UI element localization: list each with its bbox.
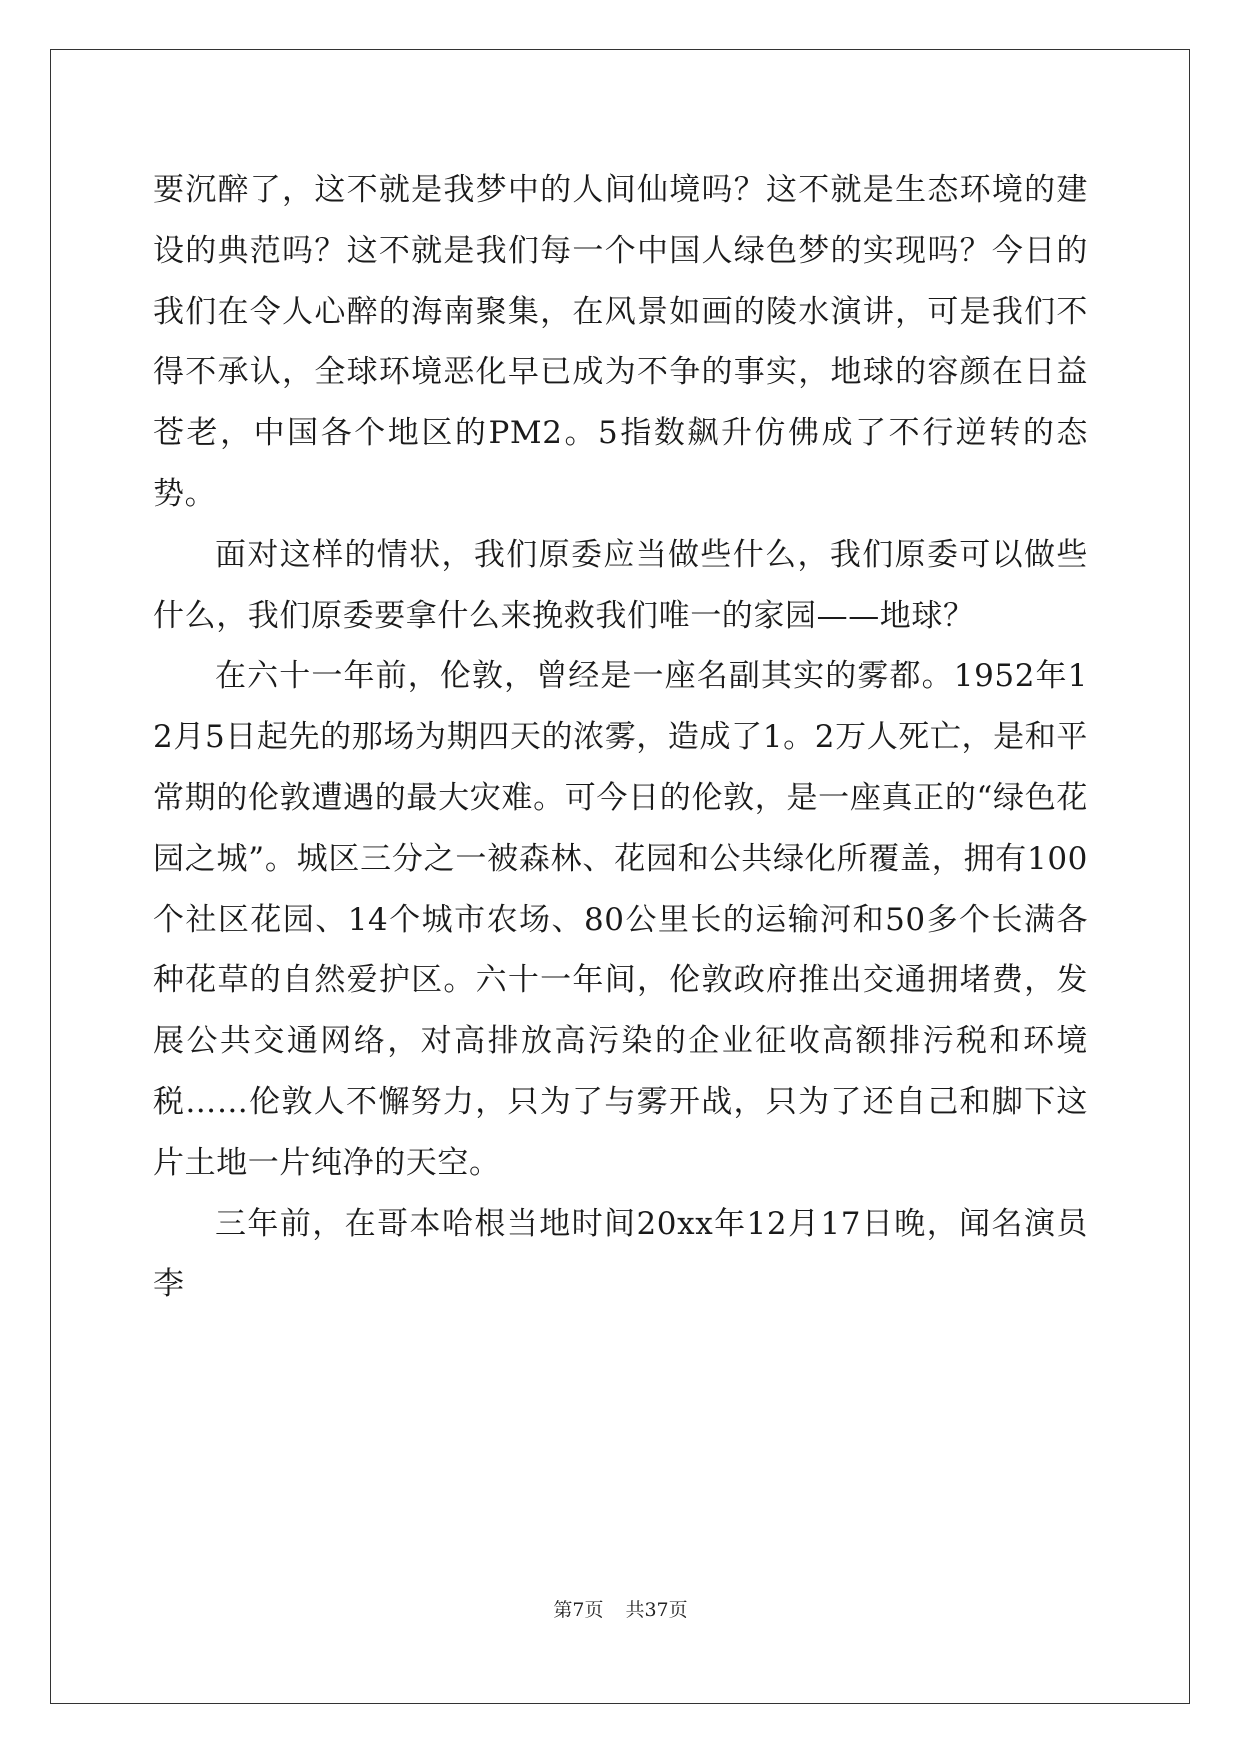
paragraph-4: 三年前，在哥本哈根当地时间20xx年12月17日晚，闻名演员李 — [153, 1205, 1088, 1303]
paragraph-1: 要沉醉了，这不就是我梦中的人间仙境吗？这不就是生态环境的建设的典范吗？这不就是我们每一个中国人绿色梦的实现吗？今日的我们在令人心醉的海南聚集，在风景如画的陵水演讲，可是我们不得不承认，全球环境恶化早已成为不争的事实，地球的容颜在日益苍老，中国各个地区的PM2。5指数飙升仿佛成了不行逆转的态势。 — [153, 172, 1088, 512]
document-body — [153, 160, 1088, 1315]
paragraph-2: 面对这样的情状，我们原委应当做些什么，我们原委可以做些什么，我们原委要拿什么来挽救我们唯一的家园——地球？ — [153, 536, 1088, 634]
page-number-current: 第7页 — [553, 1599, 604, 1621]
page-number-total: 共37页 — [625, 1599, 688, 1621]
paragraph-3: 在六十一年前，伦敦，曾经是一座名副其实的雾都。1952年12月5日起先的那场为期四天的浓雾，造成了1。2万人死亡，是和平常期的伦敦遭遇的最大灾难。可今日的伦敦，是一座真正的“绿色花园之城”。城区三分之一被森林、花园和公共绿化所覆盖，拥有100个社区花园、14个城市农场、80公里长的运输河和50多个长满各种花草的自然爱护区。六十一年间，伦敦政府推出交通拥堵费，发展公共交通网络，对高排放高污染的企业征收高额排污税和环境税……伦敦人不懈努力，只为了与雾开战，只为了还自己和脚下这片土地一片纯净的天空。 — [153, 658, 1088, 1181]
page-footer — [0, 1595, 1241, 1622]
